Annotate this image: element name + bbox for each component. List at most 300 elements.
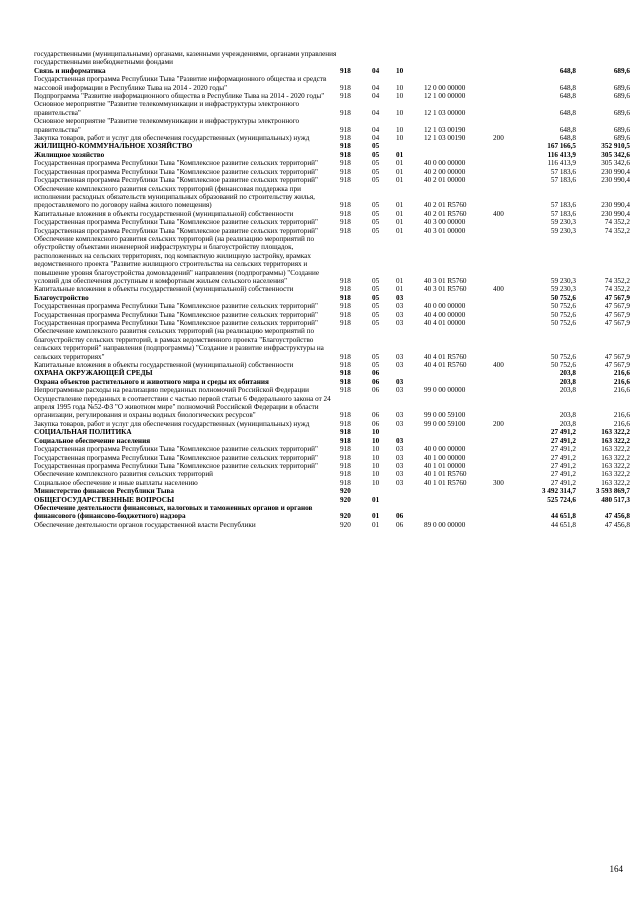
table-row [34,285,634,293]
row-name: государственными (муниципальными) органами, казенными учреждениями, органами управления государственными внебюджетными фондами [34,50,337,67]
table-row [34,496,634,504]
amount-year-1: 27 491,2 [550,436,576,445]
table-row [34,151,634,159]
table-row [34,428,634,436]
subsection-code: 10 [396,108,404,117]
subsection-code: 10 [396,66,404,75]
target-article-code: 99 0 00 59100 [424,419,466,428]
target-article-code: 99 0 00 59100 [424,411,466,420]
section-code: 10 [372,478,380,487]
row-name: Социальное обеспечение и иные выплаты населению [34,478,198,487]
amount-year-2: 74 352,2 [604,218,630,227]
amount-year-1: 50 752,6 [550,310,576,319]
amount-year-1: 203,8 [559,369,576,378]
grbs-code: 918 [340,285,351,294]
target-article-code: 89 0 00 00000 [424,520,466,529]
amount-year-2: 689,6 [613,108,630,117]
table-row [34,235,634,285]
row-name: Государственная программа Республики Тыва "Развитие информационного общества и средств массовой информации в Республике Тыва на 2014 - 2020 годы" [34,75,327,92]
table-row [34,386,634,394]
amount-year-2: 230 990,4 [601,176,630,185]
subsection-code: 03 [396,377,404,386]
row-name: Осуществление переданных в соответствии с частью первой статьи 6 Федерального закона от 24 апреля 1995 года №52-ФЗ "О животном мире" полномочий Российской Федерации в области организации, регулирования и охраны водных биологических ресурсов" [34,394,331,420]
amount-year-2: 230 990,4 [601,209,630,218]
page-number: 164 [609,864,623,874]
subsection-code: 01 [396,209,404,218]
amount-year-1: 27 491,2 [550,428,576,437]
section-code: 05 [372,159,380,168]
section-code: 05 [372,176,380,185]
amount-year-1: 27 491,2 [550,453,576,462]
amount-year-1: 50 752,6 [550,293,576,302]
section-code: 10 [372,428,380,437]
amount-year-2: 216,6 [613,411,630,420]
table-row [34,319,634,327]
section-code: 04 [372,83,380,92]
grbs-code: 918 [340,226,351,235]
grbs-code: 918 [340,369,351,378]
section-code: 10 [372,461,380,470]
section-code: 04 [372,92,380,101]
amount-year-1: 648,8 [559,108,576,117]
table-row [34,218,634,226]
subsection-code: 06 [396,520,404,529]
amount-year-2: 163 322,2 [601,428,630,437]
subsection-code: 03 [396,319,404,327]
amount-year-1: 648,8 [559,66,576,75]
grbs-code: 918 [340,150,351,159]
amount-year-2: 47 567,9 [604,293,630,302]
amount-year-1: 50 752,6 [550,302,576,311]
amount-year-2: 47 567,9 [604,310,630,319]
subsection-code: 03 [396,453,404,462]
amount-year-2: 163 322,2 [601,436,630,445]
row-name: Обеспечение деятельности финансовых, налоговых и таможенных органов и органов финансового (финансово-бюджетного) надзора [34,503,313,521]
amount-year-2: 216,6 [613,369,630,378]
section-code: 06 [372,377,380,386]
target-article-code: 40 1 00 00000 [424,453,466,462]
amount-year-2: 352 910,5 [601,142,630,151]
amount-year-2: 47 567,9 [604,302,630,311]
grbs-code: 918 [340,419,351,428]
section-code: 06 [372,419,380,428]
grbs-code: 920 [340,495,351,504]
section-code: 10 [372,436,380,445]
amount-year-1: 203,8 [559,419,576,428]
section-code: 06 [372,386,380,395]
subsection-code: 01 [396,285,404,294]
amount-year-2: 230 990,4 [601,201,630,210]
grbs-code: 918 [340,108,351,117]
amount-year-1: 648,8 [559,83,576,92]
grbs-code: 918 [340,159,351,168]
grbs-code: 918 [340,167,351,176]
target-article-code: 12 0 00 00000 [424,83,466,92]
grbs-code: 918 [340,319,351,327]
target-article-code: 40 0 00 00000 [424,159,466,168]
table-row [34,395,634,420]
amount-year-1: 57 183,6 [550,209,576,218]
subsection-code: 01 [396,276,404,285]
row-name: Государственная программа Республики Тыва "Комплексное развитие сельских территорий" [34,167,318,176]
subsection-code: 03 [396,436,404,445]
subsection-code: 10 [396,125,404,134]
amount-year-2: 74 352,2 [604,285,630,294]
row-name: Капитальные вложения в объекты государственной (муниципальной) собственности [34,285,294,294]
section-code: 04 [372,125,380,134]
amount-year-1: 50 752,6 [550,319,576,327]
grbs-code: 920 [340,512,351,521]
table-row [34,210,634,218]
row-name: Благоустройство [34,293,89,302]
table-row [34,420,634,428]
grbs-code: 918 [340,293,351,302]
section-code: 05 [372,276,380,285]
amount-year-1: 27 491,2 [550,478,576,487]
subsection-code: 03 [396,445,404,454]
section-code: 06 [372,411,380,420]
section-code: 05 [372,361,380,370]
amount-year-1: 27 491,2 [550,470,576,479]
subsection-code: 03 [396,386,404,395]
target-article-code: 40 1 01 00000 [424,461,466,470]
row-name: Государственная программа Республики Тыва "Комплексное развитие сельских территорий" [34,310,318,319]
section-code: 05 [372,293,380,302]
row-name: ЖИЛИЩНО-КОММУНАЛЬНОЕ ХОЗЯЙСТВО [34,142,193,151]
subsection-code: 10 [396,83,404,92]
amount-year-2: 163 322,2 [601,478,630,487]
amount-year-1: 116 413,9 [547,159,576,168]
row-name: Основное мероприятие "Развитие телекоммуникации и инфраструктуры электронного правительства" [34,117,300,134]
table-row [34,479,634,487]
grbs-code: 918 [340,478,351,487]
amount-year-2: 689,6 [613,134,630,143]
grbs-code: 918 [340,201,351,210]
section-code: 01 [372,520,380,529]
row-name: Обеспечение комплексного развития сельских территорий (на реализацию мероприятий по благоустройству сельских территорий, в рамках ведомственного проекта "Благоустройство сельских территорий" направления (подпрограммы) "Создание и развитие инфраструктуры на сельских территориях" [34,327,324,361]
target-article-code: 40 3 00 00000 [424,218,466,227]
grbs-code: 918 [340,310,351,319]
row-name: Закупка товаров, работ и услуг для обеспечения государственных (муниципальных) нужд [34,419,310,428]
amount-year-1: 50 752,6 [550,352,576,361]
table-row [34,117,634,134]
amount-year-1: 203,8 [559,386,576,395]
target-article-code: 40 0 00 00000 [424,302,466,311]
grbs-code: 918 [340,436,351,445]
section-code: 05 [372,352,380,361]
amount-year-2: 163 322,2 [601,470,630,479]
expense-type-code: 400 [493,285,504,294]
amount-year-1: 57 183,6 [550,167,576,176]
amount-year-2: 47 567,9 [604,319,630,327]
subsection-code: 03 [396,361,404,370]
table-row [34,185,634,210]
amount-year-1: 167 166,5 [547,142,576,151]
target-article-code: 12 1 03 00000 [424,108,466,117]
amount-year-1: 57 183,6 [550,176,576,185]
table-row [34,227,634,235]
amount-year-2: 216,6 [613,386,630,395]
table-row [34,142,634,150]
amount-year-1: 116 413,9 [547,150,576,159]
amount-year-2: 305 342,6 [601,150,630,159]
expense-type-code: 300 [493,478,504,487]
grbs-code: 918 [340,134,351,143]
grbs-code: 918 [340,453,351,462]
target-article-code: 40 3 01 R5760 [424,276,467,285]
amount-year-2: 216,6 [613,419,630,428]
section-code: 05 [372,285,380,294]
amount-year-1: 59 230,3 [550,218,576,227]
section-code: 04 [372,134,380,143]
target-article-code: 40 4 01 00000 [424,319,466,327]
grbs-code: 918 [340,411,351,420]
grbs-code: 918 [340,445,351,454]
grbs-code: 918 [340,302,351,311]
amount-year-1: 3 492 314,7 [541,487,576,496]
amount-year-2: 47 456,8 [604,512,630,521]
section-code: 05 [372,310,380,319]
row-name: Государственная программа Республики Тыва "Комплексное развитие сельских территорий" [34,445,318,454]
row-name: Охрана объектов растительного и животного мира и среды их обитания [34,377,269,386]
table-row [34,378,634,386]
table-row [34,159,634,167]
amount-year-1: 648,8 [559,92,576,101]
row-name: Министерство финансов Республики Тыва [34,487,174,496]
section-code: 05 [372,319,380,327]
grbs-code: 918 [340,461,351,470]
grbs-code: 918 [340,218,351,227]
table-row [34,168,634,176]
amount-year-1: 59 230,3 [550,285,576,294]
amount-year-1: 648,8 [559,134,576,143]
grbs-code: 918 [340,276,351,285]
amount-year-2: 74 352,2 [604,226,630,235]
row-name: Обеспечение комплексного развития сельских территорий [34,470,214,479]
expense-type-code: 200 [493,134,504,143]
table-row [34,327,634,361]
section-code: 05 [372,167,380,176]
grbs-code: 920 [340,520,351,529]
grbs-code: 918 [340,470,351,479]
table-row [34,176,634,184]
section-code: 10 [372,470,380,479]
row-name: Обеспечение деятельности органов государственной власти Республики [34,520,256,529]
row-name: Капитальные вложения в объекты государственной (муниципальной) собственности [34,361,294,370]
amount-year-1: 203,8 [559,377,576,386]
amount-year-1: 59 230,3 [550,276,576,285]
table-row [34,462,634,470]
section-code: 01 [372,495,380,504]
amount-year-1: 203,8 [559,411,576,420]
row-name: Государственная программа Республики Тыва "Комплексное развитие сельских территорий" [34,302,318,311]
section-code: 05 [372,142,380,151]
grbs-code: 918 [340,209,351,218]
table-row [34,50,634,67]
section-code: 04 [372,108,380,117]
section-code: 05 [372,302,380,311]
target-article-code: 99 0 00 00000 [424,386,466,395]
row-name: Государственная программа Республики Тыва "Комплексное развитие сельских территорий" [34,461,318,470]
target-article-code: 40 0 00 00000 [424,445,466,454]
subsection-code: 01 [396,167,404,176]
amount-year-2: 163 322,2 [601,445,630,454]
amount-year-1: 44 651,8 [550,512,576,521]
amount-year-2: 74 352,2 [604,276,630,285]
row-name: Государственная программа Республики Тыва "Комплексное развитие сельских территорий" [34,159,318,168]
amount-year-2: 305 342,6 [601,159,630,168]
amount-year-2: 47 456,8 [604,520,630,529]
amount-year-1: 27 491,2 [550,461,576,470]
section-code: 05 [372,218,380,227]
target-article-code: 40 3 01 00000 [424,226,466,235]
row-name: ОБЩЕГОСУДАРСТВЕННЫЕ ВОПРОСЫ [34,495,175,504]
table-row [34,294,634,302]
grbs-code: 918 [340,428,351,437]
target-article-code: 12 1 00 00000 [424,92,466,101]
table-row [34,100,634,117]
grbs-code: 918 [340,142,351,151]
subsection-code: 03 [396,302,404,311]
section-code: 01 [372,512,380,521]
row-name: Государственная программа Республики Тыва "Комплексное развитие сельских территорий" [34,176,318,185]
subsection-code: 03 [396,310,404,319]
grbs-code: 918 [340,361,351,370]
row-name: Социальное обеспечение населения [34,436,151,445]
row-name: Обеспечение комплексного развития сельских территорий (финансовая поддержка при исполнении расходных обязательств муниципальных образований по строительству жилья, предоставляемого по договору найма жилого помещения) [34,184,315,210]
row-name: Обеспечение комплексного развития сельских территорий (на реализацию мероприятий по обустройству объектами инженерной инфраструктуры и благоустройству площадок, расположенных на сельских территориях, под компактную жилищную застройку, врамках ведомственного проекта "Развитие жилищного строительства на сельских территориях и повышение уровня благоустройства домовладений" направления (подпрограммы) "Создание условий для обеспечения доступным и комфортным жильем сельского населения" [34,234,320,285]
subsection-code: 10 [396,92,404,101]
subsection-code: 01 [396,159,404,168]
target-article-code: 40 2 01 R5760 [424,209,467,218]
amount-year-1: 57 183,6 [550,201,576,210]
amount-year-1: 50 752,6 [550,361,576,370]
section-code: 05 [372,209,380,218]
row-name: Государственная программа Республики Тыва "Комплексное развитие сельских территорий" [34,218,318,227]
section-code: 05 [372,226,380,235]
target-article-code: 12 1 03 00190 [424,134,466,143]
table-row [34,92,634,100]
subsection-code: 01 [396,201,404,210]
target-article-code: 40 3 01 R5760 [424,285,467,294]
amount-year-2: 163 322,2 [601,461,630,470]
amount-year-1: 648,8 [559,125,576,134]
subsection-code: 01 [396,176,404,185]
row-name: Связь и информатика [34,66,106,75]
subsection-code: 03 [396,461,404,470]
budget-table [34,50,634,529]
grbs-code: 920 [340,487,351,496]
row-name: Непрограммные расходы на реализацию переданных полномочий Российской Федерации [34,386,309,395]
target-article-code: 40 4 01 R5760 [424,352,467,361]
amount-year-2: 480 517,3 [601,495,630,504]
table-row [34,454,634,462]
table-row [34,369,634,377]
grbs-code: 918 [340,66,351,75]
row-name: Закупка товаров, работ и услуг для обеспечения государственных (муниципальных) нужд [34,134,310,143]
row-name: Государственная программа Республики Тыва "Комплексное развитие сельских территорий" [34,453,318,462]
expense-type-code: 400 [493,209,504,218]
target-article-code: 40 2 01 00000 [424,176,466,185]
amount-year-1: 44 651,8 [550,520,576,529]
target-article-code: 40 2 00 00000 [424,167,466,176]
table-row [34,487,634,495]
subsection-code: 01 [396,150,404,159]
grbs-code: 918 [340,176,351,185]
target-article-code: 40 2 01 R5760 [424,201,467,210]
section-code: 04 [372,66,380,75]
subsection-code: 01 [396,226,404,235]
amount-year-2: 163 322,2 [601,453,630,462]
amount-year-2: 689,6 [613,92,630,101]
subsection-code: 03 [396,293,404,302]
subsection-code: 03 [396,419,404,428]
amount-year-2: 47 567,9 [604,361,630,370]
section-code: 05 [372,150,380,159]
row-name: Подпрограмма "Развитие информационного общества в Республике Тыва на 2014 - 2020 годы" [34,92,325,101]
table-row [34,437,634,445]
amount-year-2: 689,6 [613,66,630,75]
subsection-code: 03 [396,411,404,420]
amount-year-1: 59 230,3 [550,226,576,235]
table-row [34,302,634,310]
target-article-code: 40 1 01 R5760 [424,478,467,487]
row-name: ОХРАНА ОКРУЖАЮЩЕЙ СРЕДЫ [34,369,153,378]
expense-type-code: 200 [493,419,504,428]
grbs-code: 918 [340,377,351,386]
amount-year-2: 216,6 [613,377,630,386]
row-name: СОЦИАЛЬНАЯ ПОЛИТИКА [34,428,132,437]
row-name: Капитальные вложения в объекты государственной (муниципальной) собственности [34,209,294,218]
subsection-code: 01 [396,218,404,227]
subsection-code: 03 [396,470,404,479]
grbs-code: 918 [340,83,351,92]
subsection-code: 03 [396,478,404,487]
table-row [34,75,634,92]
section-code: 10 [372,445,380,454]
target-article-code: 40 4 00 00000 [424,310,466,319]
section-code: 06 [372,369,380,378]
expense-type-code: 400 [493,361,504,370]
target-article-code: 40 1 01 R5760 [424,470,467,479]
section-code: 05 [372,201,380,210]
table-row [34,67,634,75]
grbs-code: 918 [340,352,351,361]
amount-year-1: 27 491,2 [550,445,576,454]
row-name: Государственная программа Республики Тыва "Комплексное развитие сельских территорий" [34,319,318,327]
table-row [34,521,634,529]
subsection-code: 03 [396,352,404,361]
grbs-code: 918 [340,92,351,101]
row-name: Основное мероприятие "Развитие телекоммуникации и инфраструктуры электронного правительства" [34,100,300,117]
table-row [34,311,634,319]
amount-year-2: 230 990,4 [601,167,630,176]
target-article-code: 40 4 01 R5760 [424,361,467,370]
grbs-code: 918 [340,125,351,134]
subsection-code: 06 [396,512,404,521]
subsection-code: 10 [396,134,404,143]
grbs-code: 918 [340,386,351,395]
section-code: 10 [372,453,380,462]
table-row [34,445,634,453]
row-name: Государственная программа Республики Тыва "Комплексное развитие сельских территорий" [34,226,318,235]
amount-year-2: 689,6 [613,83,630,92]
target-article-code: 12 1 03 00190 [424,125,466,134]
row-name: Жилищное хозяйство [34,150,105,159]
amount-year-2: 689,6 [613,125,630,134]
amount-year-2: 3 593 869,7 [595,487,630,496]
amount-year-2: 47 567,9 [604,352,630,361]
